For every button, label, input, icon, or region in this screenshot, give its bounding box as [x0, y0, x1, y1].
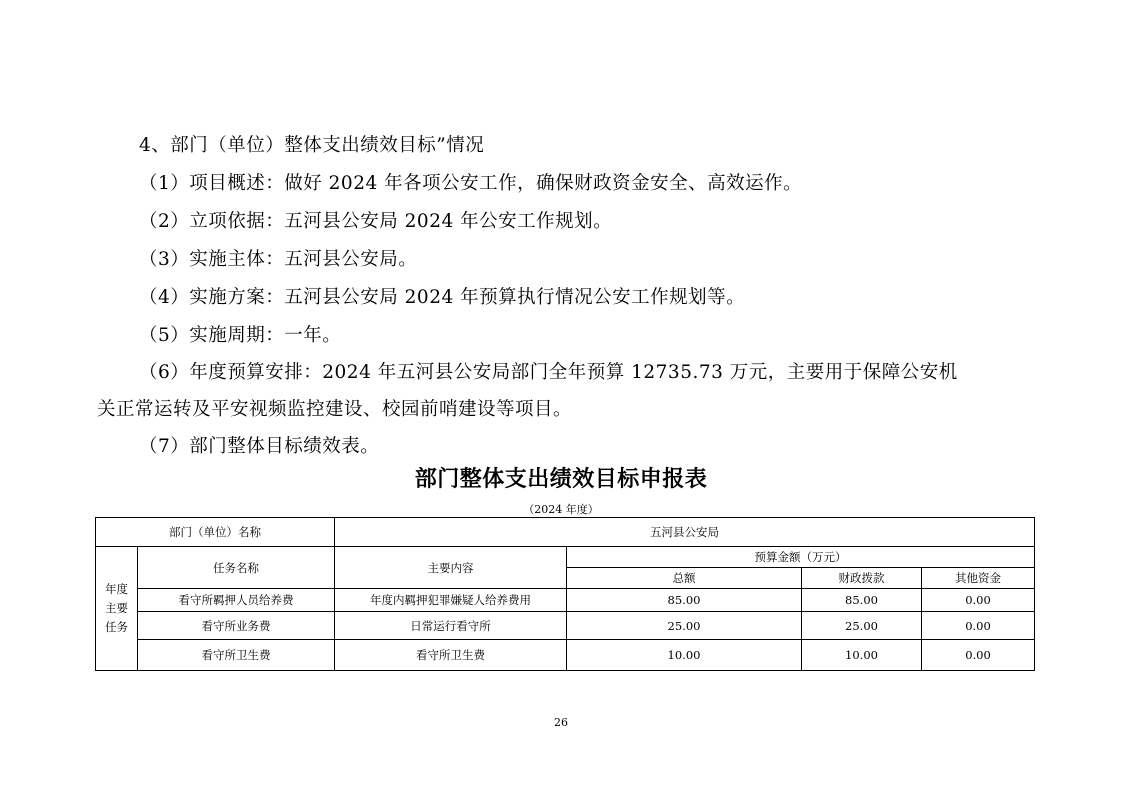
- table-title: 部门整体支出绩效目标申报表: [414, 467, 708, 492]
- other-cell: 0.00: [922, 589, 1035, 612]
- content-cell: 看守所卫生费: [335, 640, 567, 671]
- fiscal-cell: 10.00: [802, 640, 922, 671]
- fiscal-cell: 85.00: [802, 589, 922, 612]
- paragraph-basis: （2）立项依据：五河县公安局 2024 年公安工作规划。: [139, 211, 613, 232]
- fiscal-cell: 25.00: [802, 612, 922, 640]
- table-row: [96, 640, 1035, 671]
- table-subtitle: （2024 年度）: [523, 503, 599, 516]
- total-cell: 85.00: [567, 589, 802, 612]
- total-cell: 25.00: [567, 612, 802, 640]
- header-fiscal: 财政拨款: [802, 568, 922, 589]
- section-heading: 4、部门（单位）整体支出绩效目标”情况: [139, 135, 485, 156]
- performance-table: [95, 517, 1035, 671]
- dept-name-value: 五河县公安局: [335, 518, 1035, 547]
- paragraph-budget-line2: 关正常运转及平安视频监控建设、校园前哨建设等项目。: [97, 399, 573, 420]
- task-name-cell: 看守所卫生费: [138, 640, 335, 671]
- total-cell: 10.00: [567, 640, 802, 671]
- task-name-cell: 看守所羁押人员给养费: [138, 589, 335, 612]
- header-task-name: 任务名称: [138, 547, 335, 589]
- other-cell: 0.00: [922, 612, 1035, 640]
- other-cell: 0.00: [922, 640, 1035, 671]
- paragraph-budget-line1: （6）年度预算安排：2024 年五河县公安局部门全年预算 12735.73 万元，主要用于保障公安机: [139, 362, 958, 383]
- annual-tasks-text: 年度主要任务: [105, 582, 128, 634]
- page-number: 26: [554, 716, 568, 729]
- header-total: 总额: [567, 568, 802, 589]
- content-cell: 日常运行看守所: [335, 612, 567, 640]
- header-other: 其他资金: [922, 568, 1035, 589]
- dept-name-label: 部门（单位）名称: [96, 518, 335, 547]
- annual-tasks-label: [96, 547, 138, 671]
- header-budget: 预算金额（万元）: [567, 547, 1035, 568]
- task-name-cell: 看守所业务费: [138, 612, 335, 640]
- content-cell: 年度内羁押犯罪嫌疑人给养费用: [335, 589, 567, 612]
- paragraph-plan: （4）实施方案：五河县公安局 2024 年预算执行情况公安工作规划等。: [139, 287, 746, 308]
- header-content: 主要内容: [335, 547, 567, 589]
- paragraph-overview: （1）项目概述：做好 2024 年各项公安工作，确保财政资金安全、高效运作。: [139, 173, 803, 194]
- paragraph-period: （5）实施周期：一年。: [139, 325, 342, 346]
- table-row: [96, 589, 1035, 612]
- table-row: [96, 612, 1035, 640]
- paragraph-table-intro: （7）部门整体目标绩效表。: [139, 436, 380, 457]
- paragraph-subject: （3）实施主体：五河县公安局。: [139, 249, 418, 270]
